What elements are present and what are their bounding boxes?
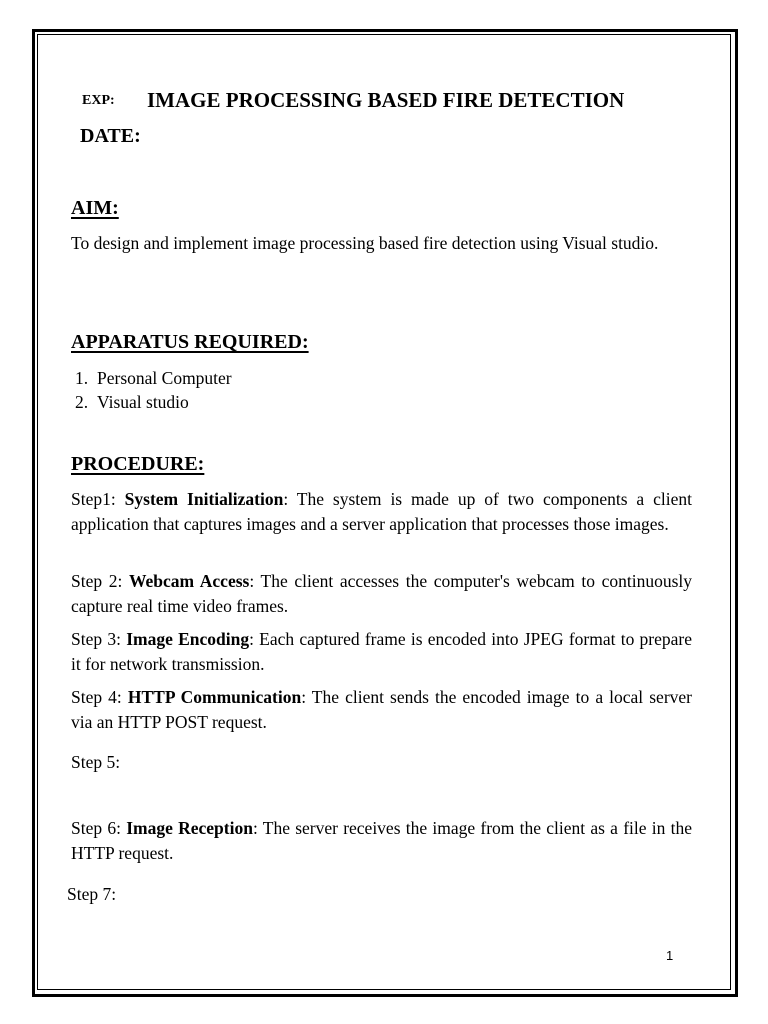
- apparatus-list: [75, 366, 232, 414]
- step-title: HTTP Communication: [127, 687, 302, 707]
- step-prefix: Step1:: [71, 489, 125, 509]
- aim-text: To design and implement image processing based fire detection using Visual studio.: [71, 233, 659, 253]
- aim-heading: AIM:: [71, 197, 119, 219]
- step-title: Image Reception: [126, 818, 253, 838]
- step-prefix: Step 3:: [71, 629, 127, 649]
- step-title: Webcam Access: [128, 571, 250, 591]
- list-item: [75, 366, 232, 390]
- list-item-label: Visual studio: [97, 392, 189, 412]
- step-title: System Initialization: [124, 489, 284, 509]
- procedure-step-7: [67, 882, 688, 907]
- step-text: : Each captured frame is encoded into JPEG format to prepare it for network transmission.: [71, 629, 693, 674]
- procedure-heading: PROCEDURE:: [71, 453, 205, 475]
- date-label: DATE:: [80, 125, 141, 147]
- procedure-step-1: [71, 487, 692, 537]
- step-prefix: Step 7:: [67, 884, 117, 904]
- list-item-number: 1.: [75, 368, 89, 388]
- step-text: : The server receives the image from the client as a file in the HTTP request.: [71, 818, 692, 863]
- exp-label: EXP:: [82, 93, 115, 108]
- experiment-title: IMAGE PROCESSING BASED FIRE DETECTION: [147, 88, 625, 112]
- step-prefix: Step 4:: [71, 687, 128, 707]
- step-prefix: Step 5:: [71, 752, 121, 772]
- list-item-label: Personal Computer: [97, 368, 232, 388]
- apparatus-heading: APPARATUS REQUIRED:: [71, 331, 309, 353]
- procedure-step-4: [71, 685, 692, 735]
- procedure-step-2: [71, 569, 692, 619]
- procedure-step-6: [71, 816, 692, 866]
- step-prefix: Step 2:: [71, 571, 129, 591]
- list-item-number: 2.: [75, 392, 89, 412]
- procedure-step-5: [71, 750, 692, 775]
- procedure-step-3: [71, 627, 692, 677]
- step-prefix: Step 6:: [71, 818, 127, 838]
- page-number: 1: [666, 948, 674, 963]
- step-title: Image Encoding: [126, 629, 250, 649]
- list-item: [75, 390, 232, 414]
- step-text: : The client accesses the computer's webcam to continuously capture real time video frames.: [71, 571, 692, 616]
- step-text: : The client sends the encoded image to a local server via an HTTP POST request.: [71, 687, 692, 732]
- step-text: : The system is made up of two components a client application that captures images and a server application that processes those images.: [71, 489, 692, 534]
